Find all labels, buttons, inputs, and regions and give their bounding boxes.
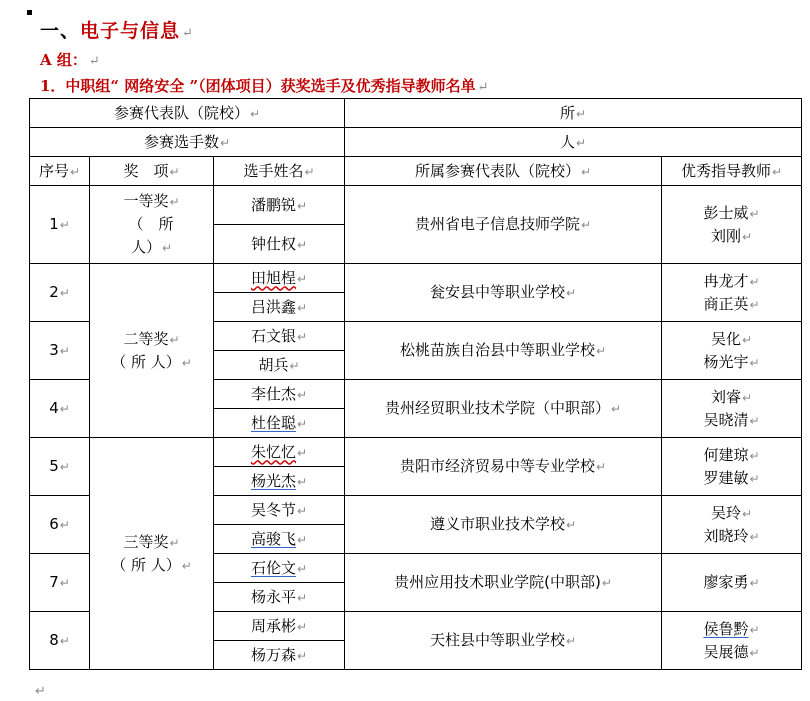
student-name: 李仕杰↵ [214, 380, 345, 409]
teacher-names: 冉龙才↵ 商正英↵ [662, 264, 802, 322]
school-name: 贵阳市经济贸易中等专业学校↵ [345, 438, 662, 496]
table-row [30, 438, 802, 467]
teacher-names: 彭士威↵ 刘刚↵ [662, 186, 802, 264]
student-name: 高骏飞↵ [214, 525, 345, 554]
paragraph-end-mark: ↵ [35, 684, 46, 699]
entry-number: 1↵ [30, 186, 90, 264]
school-name: 贵州经贸职业技术学院（中职部）↵ [345, 380, 662, 438]
student-name: 潘鹏锐↵ [214, 186, 345, 225]
student-name: 石文银↵ [214, 322, 345, 351]
header-cell: 所属参赛代表队（院校）↵ [345, 157, 662, 186]
teacher-names: 吴化↵ 杨光宇↵ [662, 322, 802, 380]
team-label-cell: 参赛代表队（院校）↵ [30, 99, 345, 128]
student-name: 杨万森↵ [214, 641, 345, 670]
table-row [30, 99, 802, 128]
table-row [30, 264, 802, 293]
teacher-names: 吴玲↵ 刘晓玲↵ [662, 496, 802, 554]
header-cell: 序号↵ [30, 157, 90, 186]
count-label-cell: 参赛选手数↵ [30, 128, 345, 157]
student-name: 钟仕权↵ [214, 225, 345, 264]
student-name: 杨光杰↵ [214, 467, 345, 496]
student-name: 吴冬节↵ [214, 496, 345, 525]
paragraph-marker [27, 10, 32, 15]
count-value-cell: 人↵ [345, 128, 802, 157]
entry-number: 5↵ [30, 438, 90, 496]
table-row [30, 128, 802, 157]
entry-number: 4↵ [30, 380, 90, 438]
award-cell-second: 二等奖↵ （ 所 人）↵ [90, 264, 214, 438]
student-name: 周承彬↵ [214, 612, 345, 641]
student-name: 吕洪鑫↵ [214, 293, 345, 322]
school-name: 贵州应用技术职业学院(中职部)↵ [345, 554, 662, 612]
award-table [29, 98, 802, 670]
entry-number: 6↵ [30, 496, 90, 554]
school-name: 松桃苗族自治县中等职业学校↵ [345, 322, 662, 380]
award-cell-third: 三等奖↵ （ 所 人）↵ [90, 438, 214, 670]
student-name: 胡兵↵ [214, 351, 345, 380]
school-name: 天柱县中等职业学校↵ [345, 612, 662, 670]
header-row [30, 157, 802, 186]
entry-number: 3↵ [30, 322, 90, 380]
header-cell: 奖 项↵ [90, 157, 214, 186]
table-row [30, 186, 802, 225]
teacher-names: 侯鲁黔↵ 吴展德↵ [662, 612, 802, 670]
teacher-names: 刘睿↵ 吴晓清↵ [662, 380, 802, 438]
student-name: 杨永平↵ [214, 583, 345, 612]
group-heading: A 组： ↵ [40, 51, 100, 69]
header-cell: 优秀指导教师↵ [662, 157, 802, 186]
entry-number: 2↵ [30, 264, 90, 322]
award-cell-first: 一等奖↵ （ 所 人）↵ [90, 186, 214, 264]
entry-number: 8↵ [30, 612, 90, 670]
student-name: 朱忆忆↵ [214, 438, 345, 467]
entry-number: 7↵ [30, 554, 90, 612]
team-value-cell: 所↵ [345, 99, 802, 128]
school-name: 贵州省电子信息技师学院↵ [345, 186, 662, 264]
student-name: 杜佺聪↵ [214, 409, 345, 438]
header-cell: 选手姓名↵ [214, 157, 345, 186]
list-title: 1．中职组“ 网络安全 ”（团体项目）获奖选手及优秀指导教师名单 ↵ [40, 77, 489, 95]
teacher-names: 何建琼↵ 罗建敏↵ [662, 438, 802, 496]
school-name: 瓮安县中等职业学校↵ [345, 264, 662, 322]
teacher-names: 廖家勇↵ [662, 554, 802, 612]
school-name: 遵义市职业技术学校↵ [345, 496, 662, 554]
student-name: 石伦文↵ [214, 554, 345, 583]
student-name: 田旭桯↵ [214, 264, 345, 293]
section-heading: 一、电子与信息 ↵ [40, 20, 194, 42]
